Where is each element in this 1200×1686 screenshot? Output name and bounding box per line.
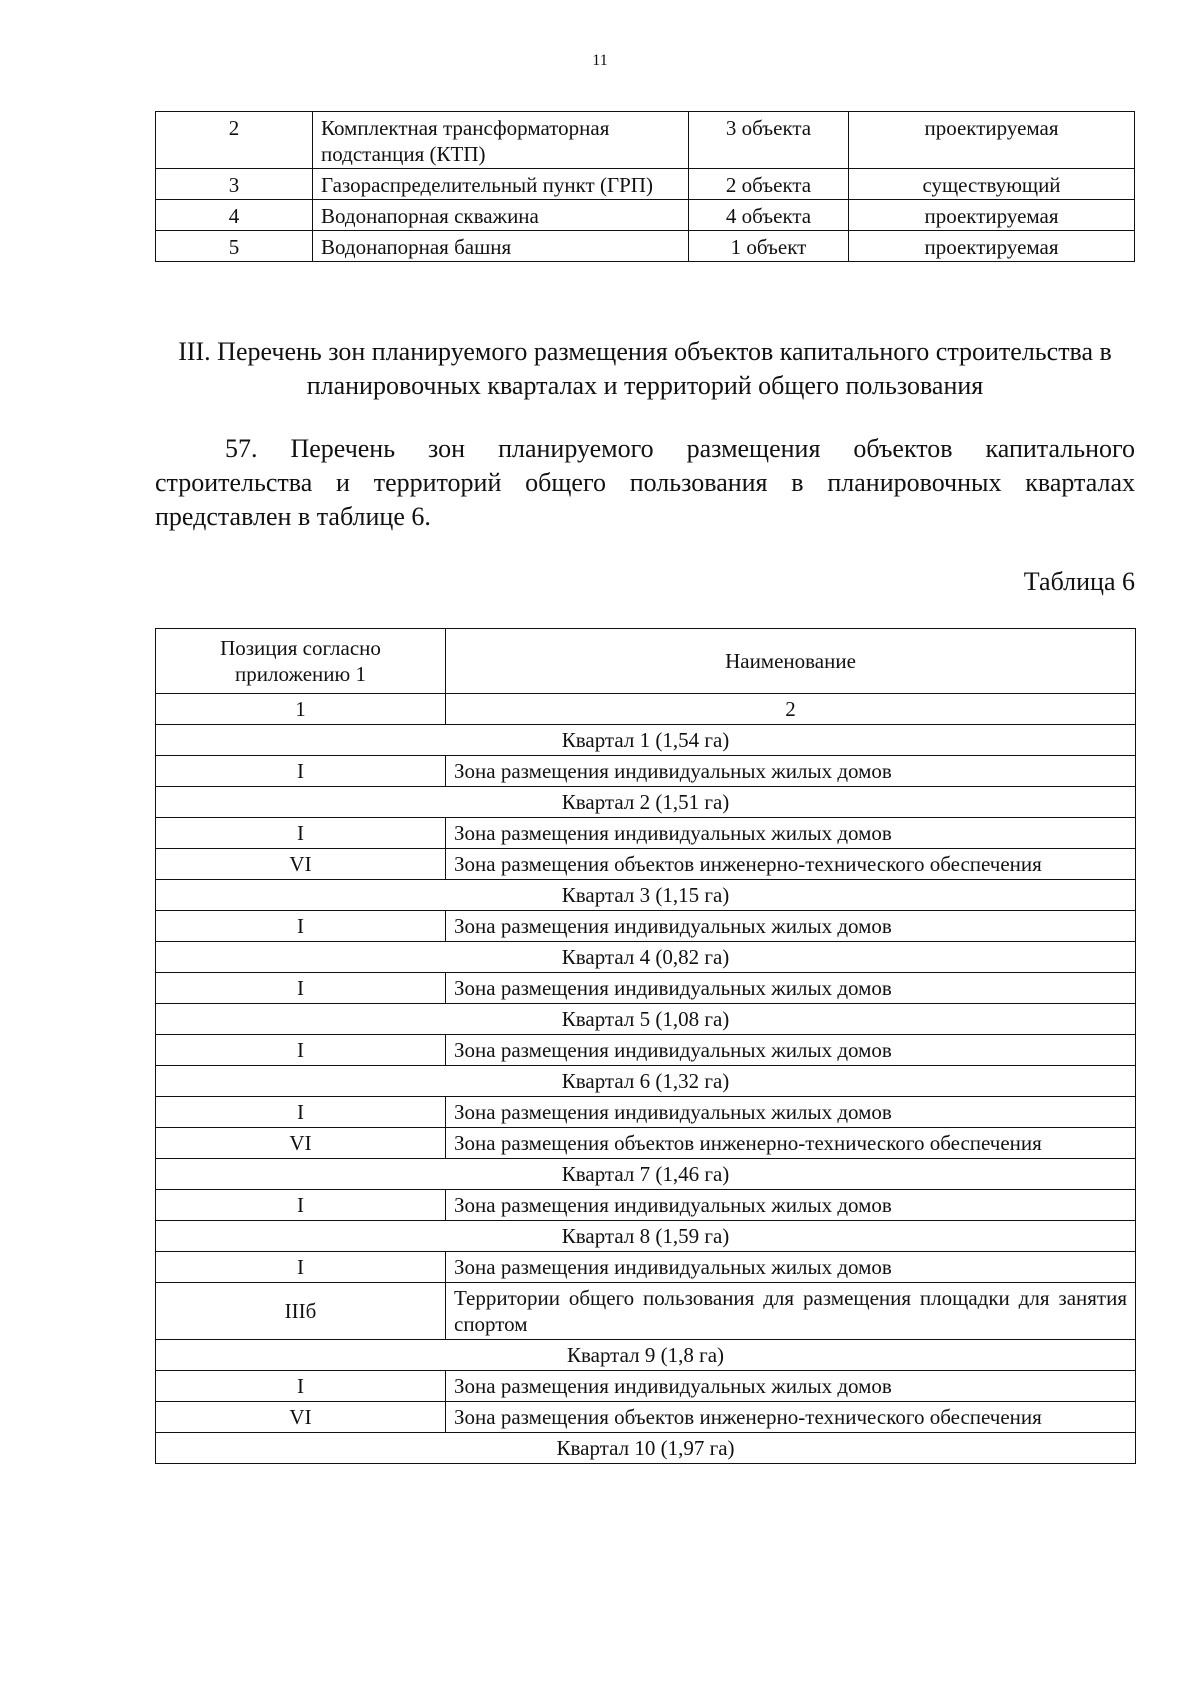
table-row bbox=[156, 1190, 1136, 1221]
table-row bbox=[156, 200, 1135, 231]
quarter-title: Квартал 6 (1,32 га) bbox=[156, 1066, 1136, 1097]
quarter-row bbox=[156, 942, 1136, 973]
object-name: Газораспределительный пункт (ГРП) bbox=[313, 169, 689, 200]
quarter-title: Квартал 2 (1,51 га) bbox=[156, 787, 1136, 818]
quarter-row bbox=[156, 1340, 1136, 1371]
zone-name: Зона размещения объектов инженерно-технического обеспечения bbox=[446, 1402, 1136, 1433]
header-name: Наименование bbox=[446, 629, 1136, 694]
zone-name: Зона размещения индивидуальных жилых домов bbox=[446, 756, 1136, 787]
zone-name: Зона размещения индивидуальных жилых домов bbox=[446, 1035, 1136, 1066]
section-heading: III. Перечень зон планируемого размещения объектов капитального строительства в планировочных кварталах и территорий общего пользования bbox=[178, 337, 1112, 400]
object-status: проектируемая bbox=[849, 231, 1135, 262]
header-position: Позиция согласно приложению 1 bbox=[156, 629, 446, 694]
zone-name: Территории общего пользования для размещения площадки для занятия спортом bbox=[446, 1283, 1136, 1340]
table-row bbox=[156, 849, 1136, 880]
object-quantity: 1 объект bbox=[689, 231, 849, 262]
object-name: Комплектная трансформаторная подстанция (КТП) bbox=[313, 112, 689, 169]
table-row bbox=[156, 756, 1136, 787]
zone-name: Зона размещения индивидуальных жилых домов bbox=[446, 911, 1136, 942]
table-row bbox=[156, 1097, 1136, 1128]
zone-position: I bbox=[156, 911, 446, 942]
zone-name: Зона размещения индивидуальных жилых домов bbox=[446, 1097, 1136, 1128]
quarter-title: Квартал 9 (1,8 га) bbox=[156, 1340, 1136, 1371]
zone-position: I bbox=[156, 1252, 446, 1283]
object-name: Водонапорная скважина bbox=[313, 200, 689, 231]
zone-position: I bbox=[156, 818, 446, 849]
zone-position: I bbox=[156, 1371, 446, 1402]
quarter-title: Квартал 5 (1,08 га) bbox=[156, 1004, 1136, 1035]
table-row bbox=[156, 973, 1136, 1004]
table-row bbox=[156, 169, 1135, 200]
zone-position: IIIб bbox=[156, 1283, 446, 1340]
quarter-row bbox=[156, 1221, 1136, 1252]
column-number: 1 bbox=[156, 694, 446, 725]
object-quantity: 2 объекта bbox=[689, 169, 849, 200]
zone-position: I bbox=[156, 973, 446, 1004]
table-row bbox=[156, 818, 1136, 849]
row-number: 3 bbox=[156, 169, 313, 200]
quarter-row bbox=[156, 1004, 1136, 1035]
quarter-row bbox=[156, 787, 1136, 818]
column-numbers-row bbox=[156, 694, 1136, 725]
zones-table bbox=[155, 628, 1136, 1464]
quarter-row bbox=[156, 880, 1136, 911]
zone-name: Зона размещения объектов инженерно-технического обеспечения bbox=[446, 1128, 1136, 1159]
table-row bbox=[156, 911, 1136, 942]
page-number: 11 bbox=[592, 52, 608, 69]
row-number: 5 bbox=[156, 231, 313, 262]
object-quantity: 3 объекта bbox=[689, 112, 849, 169]
quarter-title: Квартал 7 (1,46 га) bbox=[156, 1159, 1136, 1190]
table-caption: Таблица 6 bbox=[1023, 567, 1135, 596]
table-header-row bbox=[156, 629, 1136, 694]
zone-position: VI bbox=[156, 849, 446, 880]
table-row bbox=[156, 1128, 1136, 1159]
zone-name: Зона размещения индивидуальных жилых домов bbox=[446, 973, 1136, 1004]
quarter-row bbox=[156, 1433, 1136, 1464]
table-row bbox=[156, 1402, 1136, 1433]
zone-name: Зона размещения объектов инженерно-технического обеспечения bbox=[446, 849, 1136, 880]
zone-name: Зона размещения индивидуальных жилых домов bbox=[446, 1190, 1136, 1221]
zone-position: I bbox=[156, 1190, 446, 1221]
paragraph-57: 57. Перечень зон планируемого размещения объектов капитального строительства и территорий общего пользования в планировочных кварталах представлен в таблице 6. bbox=[155, 434, 1135, 531]
zone-position: VI bbox=[156, 1402, 446, 1433]
quarter-title: Квартал 4 (0,82 га) bbox=[156, 942, 1136, 973]
table-row bbox=[156, 231, 1135, 262]
objects-table-continuation bbox=[155, 111, 1135, 262]
zone-position: VI bbox=[156, 1128, 446, 1159]
table-row bbox=[156, 1252, 1136, 1283]
quarter-title: Квартал 10 (1,97 га) bbox=[156, 1433, 1136, 1464]
zone-position: I bbox=[156, 1035, 446, 1066]
zone-name: Зона размещения индивидуальных жилых домов bbox=[446, 1252, 1136, 1283]
quarter-row bbox=[156, 725, 1136, 756]
object-status: проектируемая bbox=[849, 112, 1135, 169]
object-status: существующий bbox=[849, 169, 1135, 200]
object-quantity: 4 объекта bbox=[689, 200, 849, 231]
quarter-title: Квартал 8 (1,59 га) bbox=[156, 1221, 1136, 1252]
table-row bbox=[156, 1283, 1136, 1340]
table-row bbox=[156, 112, 1135, 169]
row-number: 4 bbox=[156, 200, 313, 231]
quarter-row bbox=[156, 1159, 1136, 1190]
quarter-title: Квартал 3 (1,15 га) bbox=[156, 880, 1136, 911]
column-number: 2 bbox=[446, 694, 1136, 725]
zone-position: I bbox=[156, 756, 446, 787]
zone-name: Зона размещения индивидуальных жилых домов bbox=[446, 1371, 1136, 1402]
object-name: Водонапорная башня bbox=[313, 231, 689, 262]
zone-name: Зона размещения индивидуальных жилых домов bbox=[446, 818, 1136, 849]
row-number: 2 bbox=[156, 112, 313, 169]
zone-position: I bbox=[156, 1097, 446, 1128]
table-row bbox=[156, 1371, 1136, 1402]
object-status: проектируемая bbox=[849, 200, 1135, 231]
table-row bbox=[156, 1035, 1136, 1066]
quarter-title: Квартал 1 (1,54 га) bbox=[156, 725, 1136, 756]
quarter-row bbox=[156, 1066, 1136, 1097]
